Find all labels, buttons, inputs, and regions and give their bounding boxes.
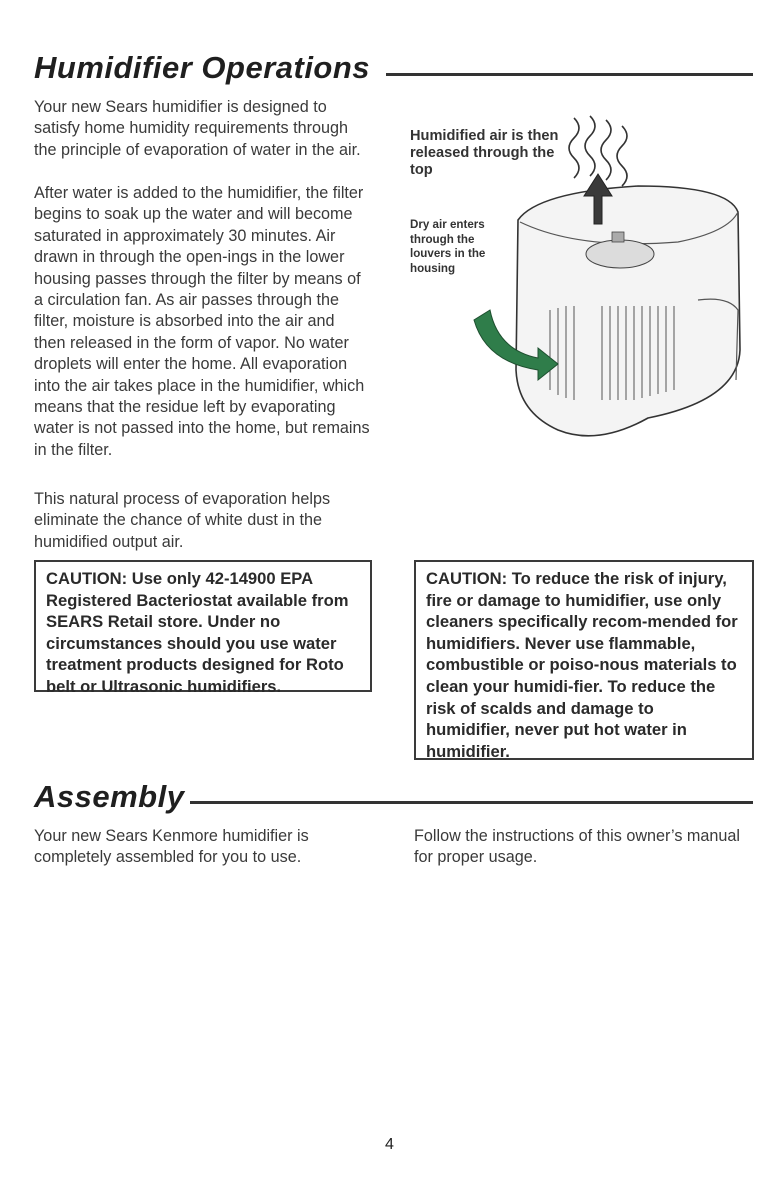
callout-humidified-air: Humidified air is then released through the top (410, 128, 559, 178)
assembly-heading-rule (190, 801, 753, 804)
operations-outro: This natural process of evaporation helps eliminate the chance of white dust in the humidified output air. (34, 490, 331, 551)
operations-intro: Your new Sears humidifier is designed to satisfy home humidity requirements through the principle of evaporation of water in the air. (34, 98, 361, 159)
operations-heading: Humidifier Operations (34, 50, 371, 85)
assembly-text-left: Your new Sears Kenmore humidifier is completely assembled for you to use. (34, 827, 309, 867)
assembly-heading: Assembly (34, 779, 185, 814)
humidifier-illustration (398, 100, 760, 450)
assembly-text-right: Follow the instructions of this owner’s manual for proper usage. (414, 827, 741, 867)
caution-box-cleaners: CAUTION: To reduce the risk of injury, fire or damage to humidifier, use only cleaners specifically recom-mended for humidifiers. Never use flammable, combustible or poiso-nous materials to clean your humidi-fier. To reduce the risk of scalds and damage to humidifier, never put hot water in humidifier. (414, 560, 754, 760)
operations-body: After water is added to the humidifier, the filter begins to soak up the water and will become saturated in approximately 30 minutes. Air drawn in through the open-ings in the lower housing passes through the filter by means of a circulation fan. As air passes through the filter, moisture is absorbed into the air and then released in the form of vapor. No water droplets will enter the home. All evaporation into the air takes place in the humidifier, which means that the residue left by evaporating water is not passed into the home, but remains in the filter. (34, 184, 370, 459)
page-number: 4 (385, 1136, 394, 1153)
operations-heading-rule (386, 73, 753, 76)
callout-dry-air: Dry air enters through the louvers in the housing (410, 218, 486, 275)
caution-box-bacteriostat: CAUTION: Use only 42-14900 EPA Registered Bacteriostat available from SEARS Retail store. Under no circumstances should you use water treatment products designed for Roto belt or Ultrasonic humidifiers. (34, 560, 372, 692)
